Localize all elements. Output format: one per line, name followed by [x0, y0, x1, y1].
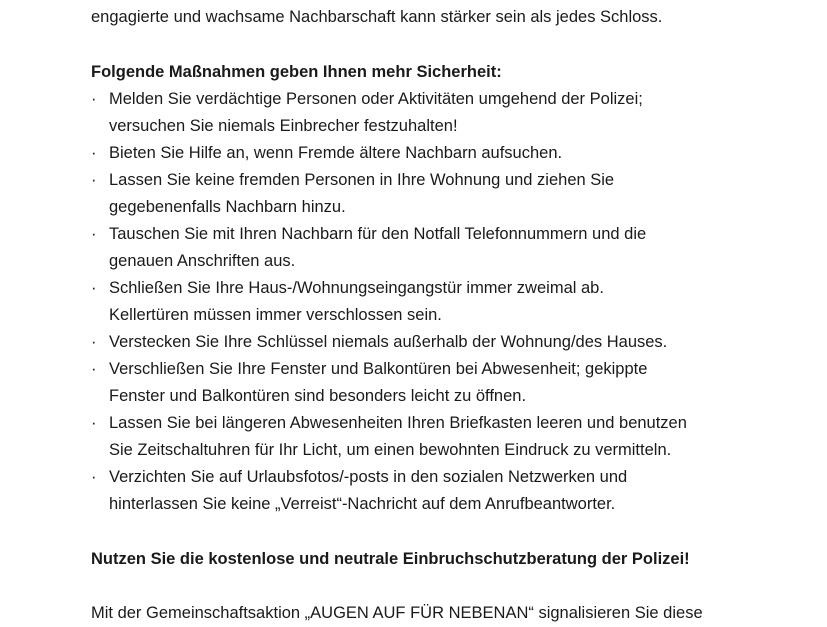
bullet-icon: · — [91, 468, 97, 486]
measures-heading: Folgende Maßnahmen geben Ihnen mehr Sicherheit: — [91, 63, 502, 81]
list-item — [91, 275, 687, 329]
list-item — [91, 140, 687, 167]
list-item — [91, 221, 687, 275]
list-item-line: gegebenenfalls Nachbarn hinzu. — [109, 198, 346, 216]
list-item-line: Verschließen Sie Ihre Fenster und Balkontüren bei Abwesenheit; gekippte — [109, 360, 648, 378]
bullet-icon: · — [91, 144, 97, 162]
list-item — [91, 167, 687, 221]
bullet-icon: · — [91, 414, 97, 432]
list-item-line: genauen Anschriften aus. — [109, 252, 296, 270]
list-item — [91, 356, 687, 410]
intro-paragraph-line: engagierte und wachsame Nachbarschaft kann stärker sein als jedes Schloss. — [91, 8, 663, 26]
list-item-line: Kellertüren müssen immer verschlossen sein. — [109, 306, 442, 324]
list-item-line: versuchen Sie niemals Einbrecher festzuhalten! — [109, 117, 458, 135]
list-item-line: Schließen Sie Ihre Haus-/Wohnungseingangstür immer zweimal ab. — [109, 279, 604, 297]
bullet-icon: · — [91, 90, 97, 108]
list-item-line: Melden Sie verdächtige Personen oder Aktivitäten umgehend der Polizei; — [109, 90, 643, 108]
list-item — [91, 329, 687, 356]
bullet-icon: · — [91, 360, 97, 378]
bullet-icon: · — [91, 171, 97, 189]
advice-call-to-action: Nutzen Sie die kostenlose und neutrale Einbruchschutzberatung der Polizei! — [91, 550, 690, 568]
measures-list — [91, 86, 687, 518]
list-item-line: Lassen Sie bei längeren Abwesenheiten Ihren Briefkasten leeren und benutzen — [109, 414, 687, 432]
bullet-icon: · — [91, 333, 97, 351]
list-item-line: Sie Zeitschaltuhren für Ihr Licht, um einen bewohnten Eindruck zu vermitteln. — [109, 441, 672, 459]
list-item-line: hinterlassen Sie keine „Verreist“-Nachricht auf dem Anrufbeantworter. — [109, 495, 616, 513]
bullet-icon: · — [91, 279, 97, 297]
closing-paragraph-line: Mit der Gemeinschaftsaktion „AUGEN AUF FÜR NEBENAN“ signalisieren Sie diese — [91, 604, 703, 622]
bullet-icon: · — [91, 225, 97, 243]
list-item-line: Tauschen Sie mit Ihren Nachbarn für den Notfall Telefonnummern und die — [109, 225, 647, 243]
list-item — [91, 464, 687, 518]
list-item-line: Fenster und Balkontüren sind besonders leicht zu öffnen. — [109, 387, 527, 405]
list-item — [91, 86, 687, 140]
list-item-line: Lassen Sie keine fremden Personen in Ihre Wohnung und ziehen Sie — [109, 171, 615, 189]
list-item-line: Verzichten Sie auf Urlaubsfotos/-posts in den sozialen Netzwerken und — [109, 468, 628, 486]
list-item-line: Bieten Sie Hilfe an, wenn Fremde ältere Nachbarn aufsuchen. — [109, 144, 563, 162]
list-item-line: Verstecken Sie Ihre Schlüssel niemals außerhalb der Wohnung/des Hauses. — [109, 333, 668, 351]
list-item — [91, 410, 687, 464]
